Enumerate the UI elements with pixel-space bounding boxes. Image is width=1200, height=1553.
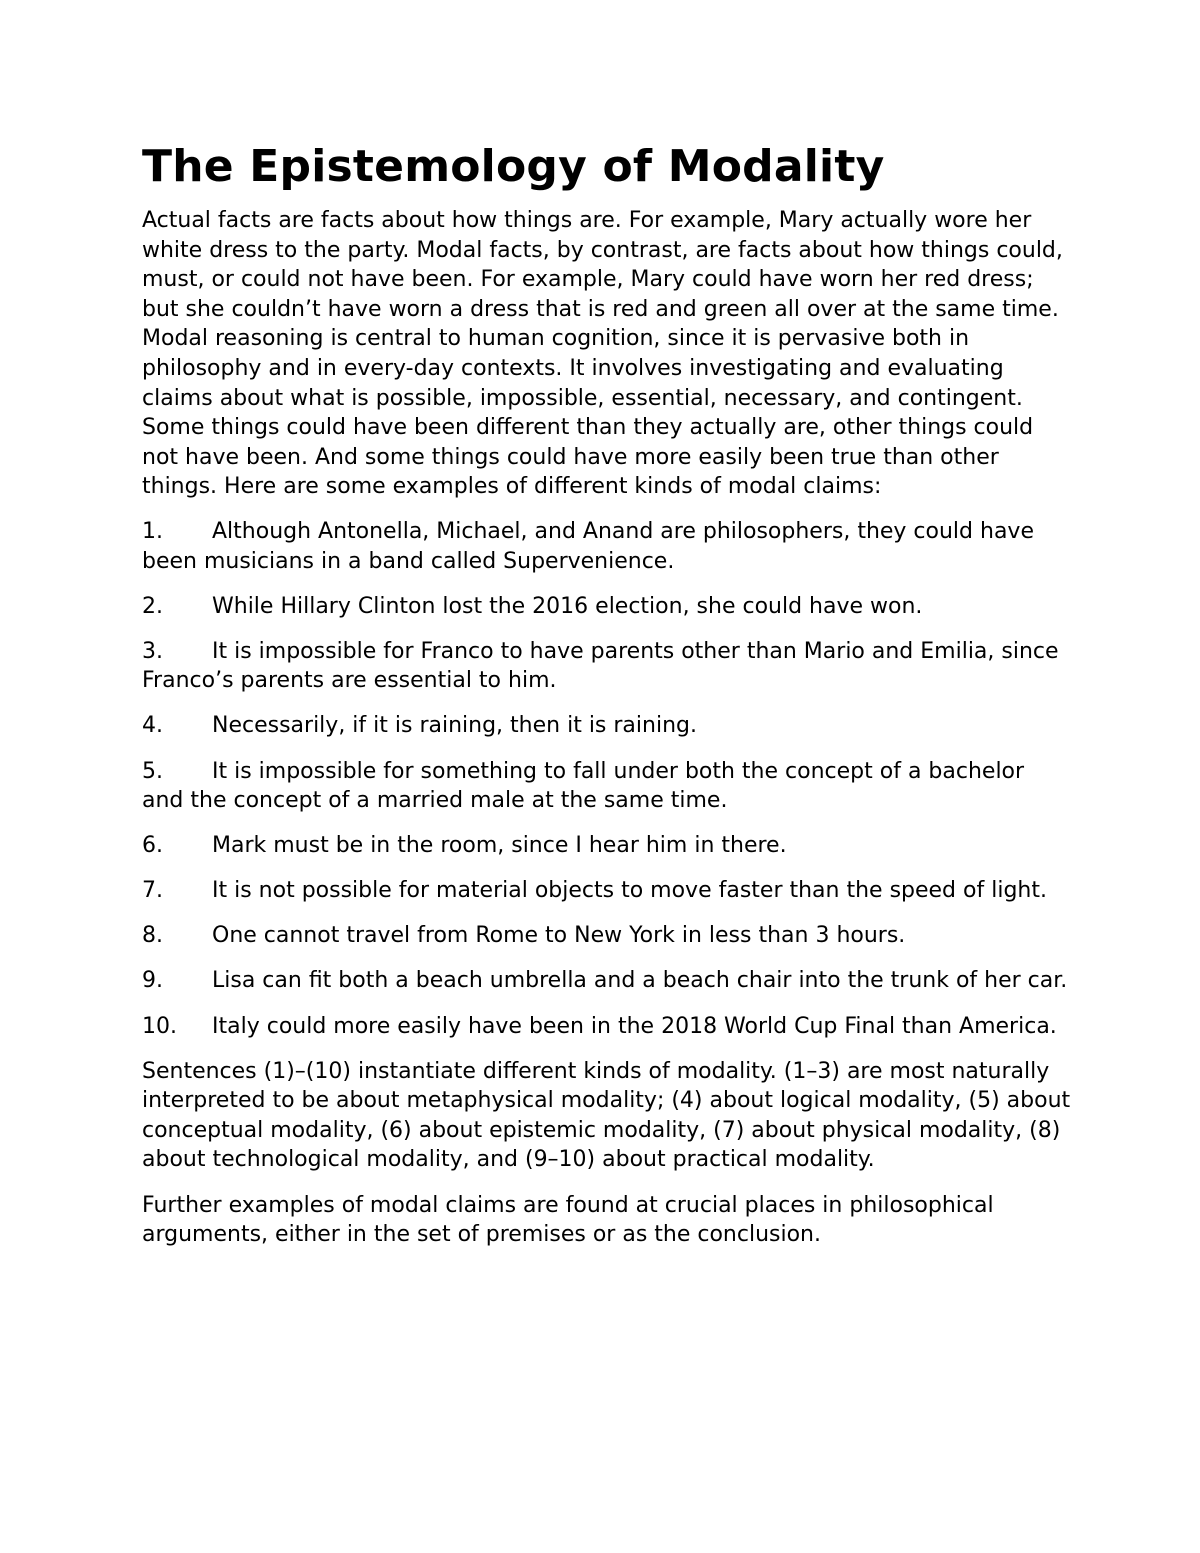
- list-item-number: 5.: [142, 758, 163, 784]
- list-item-number: 7.: [142, 878, 163, 904]
- list-item: [142, 711, 1072, 741]
- closing-paragraph: Further examples of modal claims are found at crucial places in philosophical arguments, either in the set of premises or as the conclusion.: [142, 1192, 994, 1248]
- examples-list: [142, 517, 1072, 1041]
- document-title: The Epistemology of Modality: [142, 141, 885, 192]
- list-item-number: 2.: [142, 593, 163, 619]
- list-item: [142, 876, 1072, 906]
- list-item-text: Italy could more easily have been in the 2018 World Cup Final than America.: [212, 1013, 1057, 1039]
- list-item-text: Necessarily, if it is raining, then it is raining.: [212, 713, 697, 739]
- list-item-text: It is impossible for Franco to have parents other than Mario and Emilia, since Franco’s parents are essential to him.: [142, 638, 1059, 694]
- list-item-number: 3.: [142, 638, 163, 664]
- list-item-text: It is impossible for something to fall under both the concept of a bachelor and the concept of a married male at the same time.: [142, 758, 1025, 814]
- list-item-number: 8.: [142, 923, 163, 949]
- list-item: [142, 1012, 1072, 1042]
- list-item: [142, 921, 1072, 951]
- list-item: [142, 637, 1072, 696]
- list-item-text: Mark must be in the room, since I hear him in there.: [212, 833, 787, 859]
- list-item: [142, 966, 1072, 996]
- list-item-number: 1.: [142, 518, 163, 544]
- list-item: [142, 831, 1072, 861]
- intro-paragraph: Actual facts are facts about how things are. For example, Mary actually wore her white dress to the party. Modal facts, by contrast, are facts about how things could, must, or could not have been. For example, Mary could have worn her red dress; but she couldn’t have worn a dress that is red and green all over at the same time. Modal reasoning is central to human cognition, since it is pervasive both in philosophy and in every-day contexts. It involves investigating and evaluating claims about what is possible, impossible, essential, necessary, and contingent. Some things could have been different than they actually are, other things could not have been. And some things could have more easily been true than other things. Here are some examples of different kinds of modal claims:: [142, 208, 1063, 500]
- list-item-text: Lisa can fit both a beach umbrella and a beach chair into the trunk of her car.: [212, 968, 1068, 994]
- summary-paragraph: Sentences (1)–(10) instantiate different kinds of modality. (1–3) are most naturally interpreted to be about metaphysical modality; (4) about logical modality, (5) about conceptual modality, (6) about epistemic modality, (7) about physical modality, (8) about technological modality, and (9–10) about practical modality.: [142, 1058, 1071, 1173]
- list-item-number: 4.: [142, 713, 163, 739]
- list-item: [142, 517, 1072, 576]
- document-page: [142, 140, 1072, 1250]
- list-item: [142, 592, 1072, 622]
- list-item-number: 9.: [142, 968, 163, 994]
- list-item-text: While Hillary Clinton lost the 2016 election, she could have won.: [212, 593, 923, 619]
- list-item-text: One cannot travel from Rome to New York in less than 3 hours.: [212, 923, 906, 949]
- list-item-text: Although Antonella, Michael, and Anand are philosophers, they could have been musicians in a band called Supervenience.: [142, 518, 1034, 574]
- list-item-text: It is not possible for material objects to move faster than the speed of light.: [212, 878, 1047, 904]
- list-item: [142, 757, 1072, 816]
- list-item-number: 10.: [142, 1013, 177, 1039]
- list-item-number: 6.: [142, 833, 163, 859]
